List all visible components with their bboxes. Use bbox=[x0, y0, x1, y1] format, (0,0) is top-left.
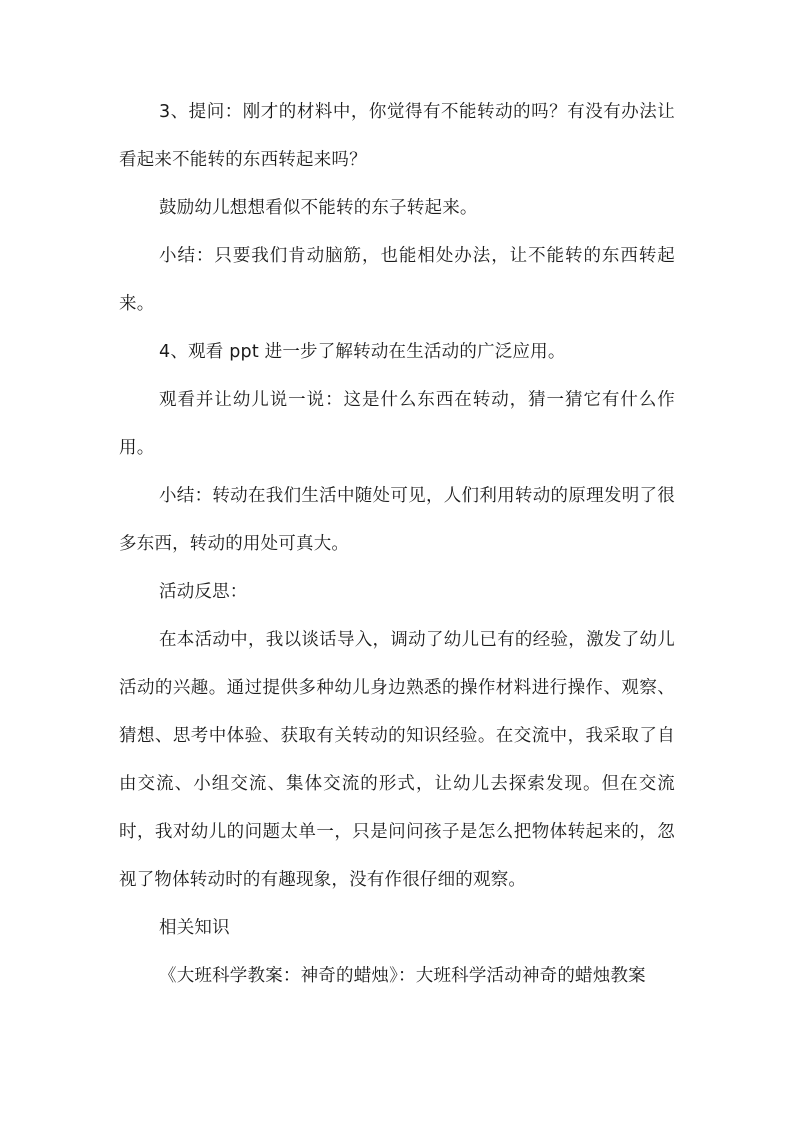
section-heading-reflection: 活动反思： bbox=[159, 582, 248, 602]
section-heading-related: 相关知识 bbox=[159, 918, 230, 938]
paragraph-related-link: 《大班科学教案：神奇的蜡烛》：大班科学活动神奇的蜡烛教案 bbox=[159, 966, 646, 986]
paragraph-step-4: 4、观看 ppt 进一步了解转动在生活动的广泛应用。 bbox=[159, 342, 566, 362]
paragraph-encourage: 鼓励幼儿想想看似不能转的东子转起来。 bbox=[159, 198, 478, 218]
document-body bbox=[119, 88, 675, 1000]
paragraph-reflection: 在本活动中，我以谈话导入，调动了幼儿已有的经验，激发了幼儿活动的兴趣。通过提供多种幼儿身边熟悉的操作材料进行操作、观察、猜想、思考中体验、获取有关转动的知识经验。在交流中，我采取了自由交流、小组交流、集体交流的形式，让幼儿去探索发现。但在交流时，我对幼儿的问题太单一，只是问问孩子是怎么把物体转起来的，忽视了物体转动时的有趣现象，没有作很仔细的观察。 bbox=[119, 630, 675, 890]
paragraph-summary-2: 小结：转动在我们生活中随处可见，人们利用转动的原理发明了很多东西，转动的用处可真大。 bbox=[119, 486, 675, 554]
paragraph-summary-1: 小结：只要我们肯动脑筋，也能相处办法，让不能转的东西转起来。 bbox=[119, 246, 675, 314]
paragraph-observe: 观看并让幼儿说一说：这是什么东西在转动，猜一猜它有什么作用。 bbox=[119, 390, 675, 458]
paragraph-question-3: 3、提问：刚才的材料中，你觉得有不能转动的吗？有没有办法让看起来不能转的东西转起来吗？ bbox=[119, 102, 675, 170]
